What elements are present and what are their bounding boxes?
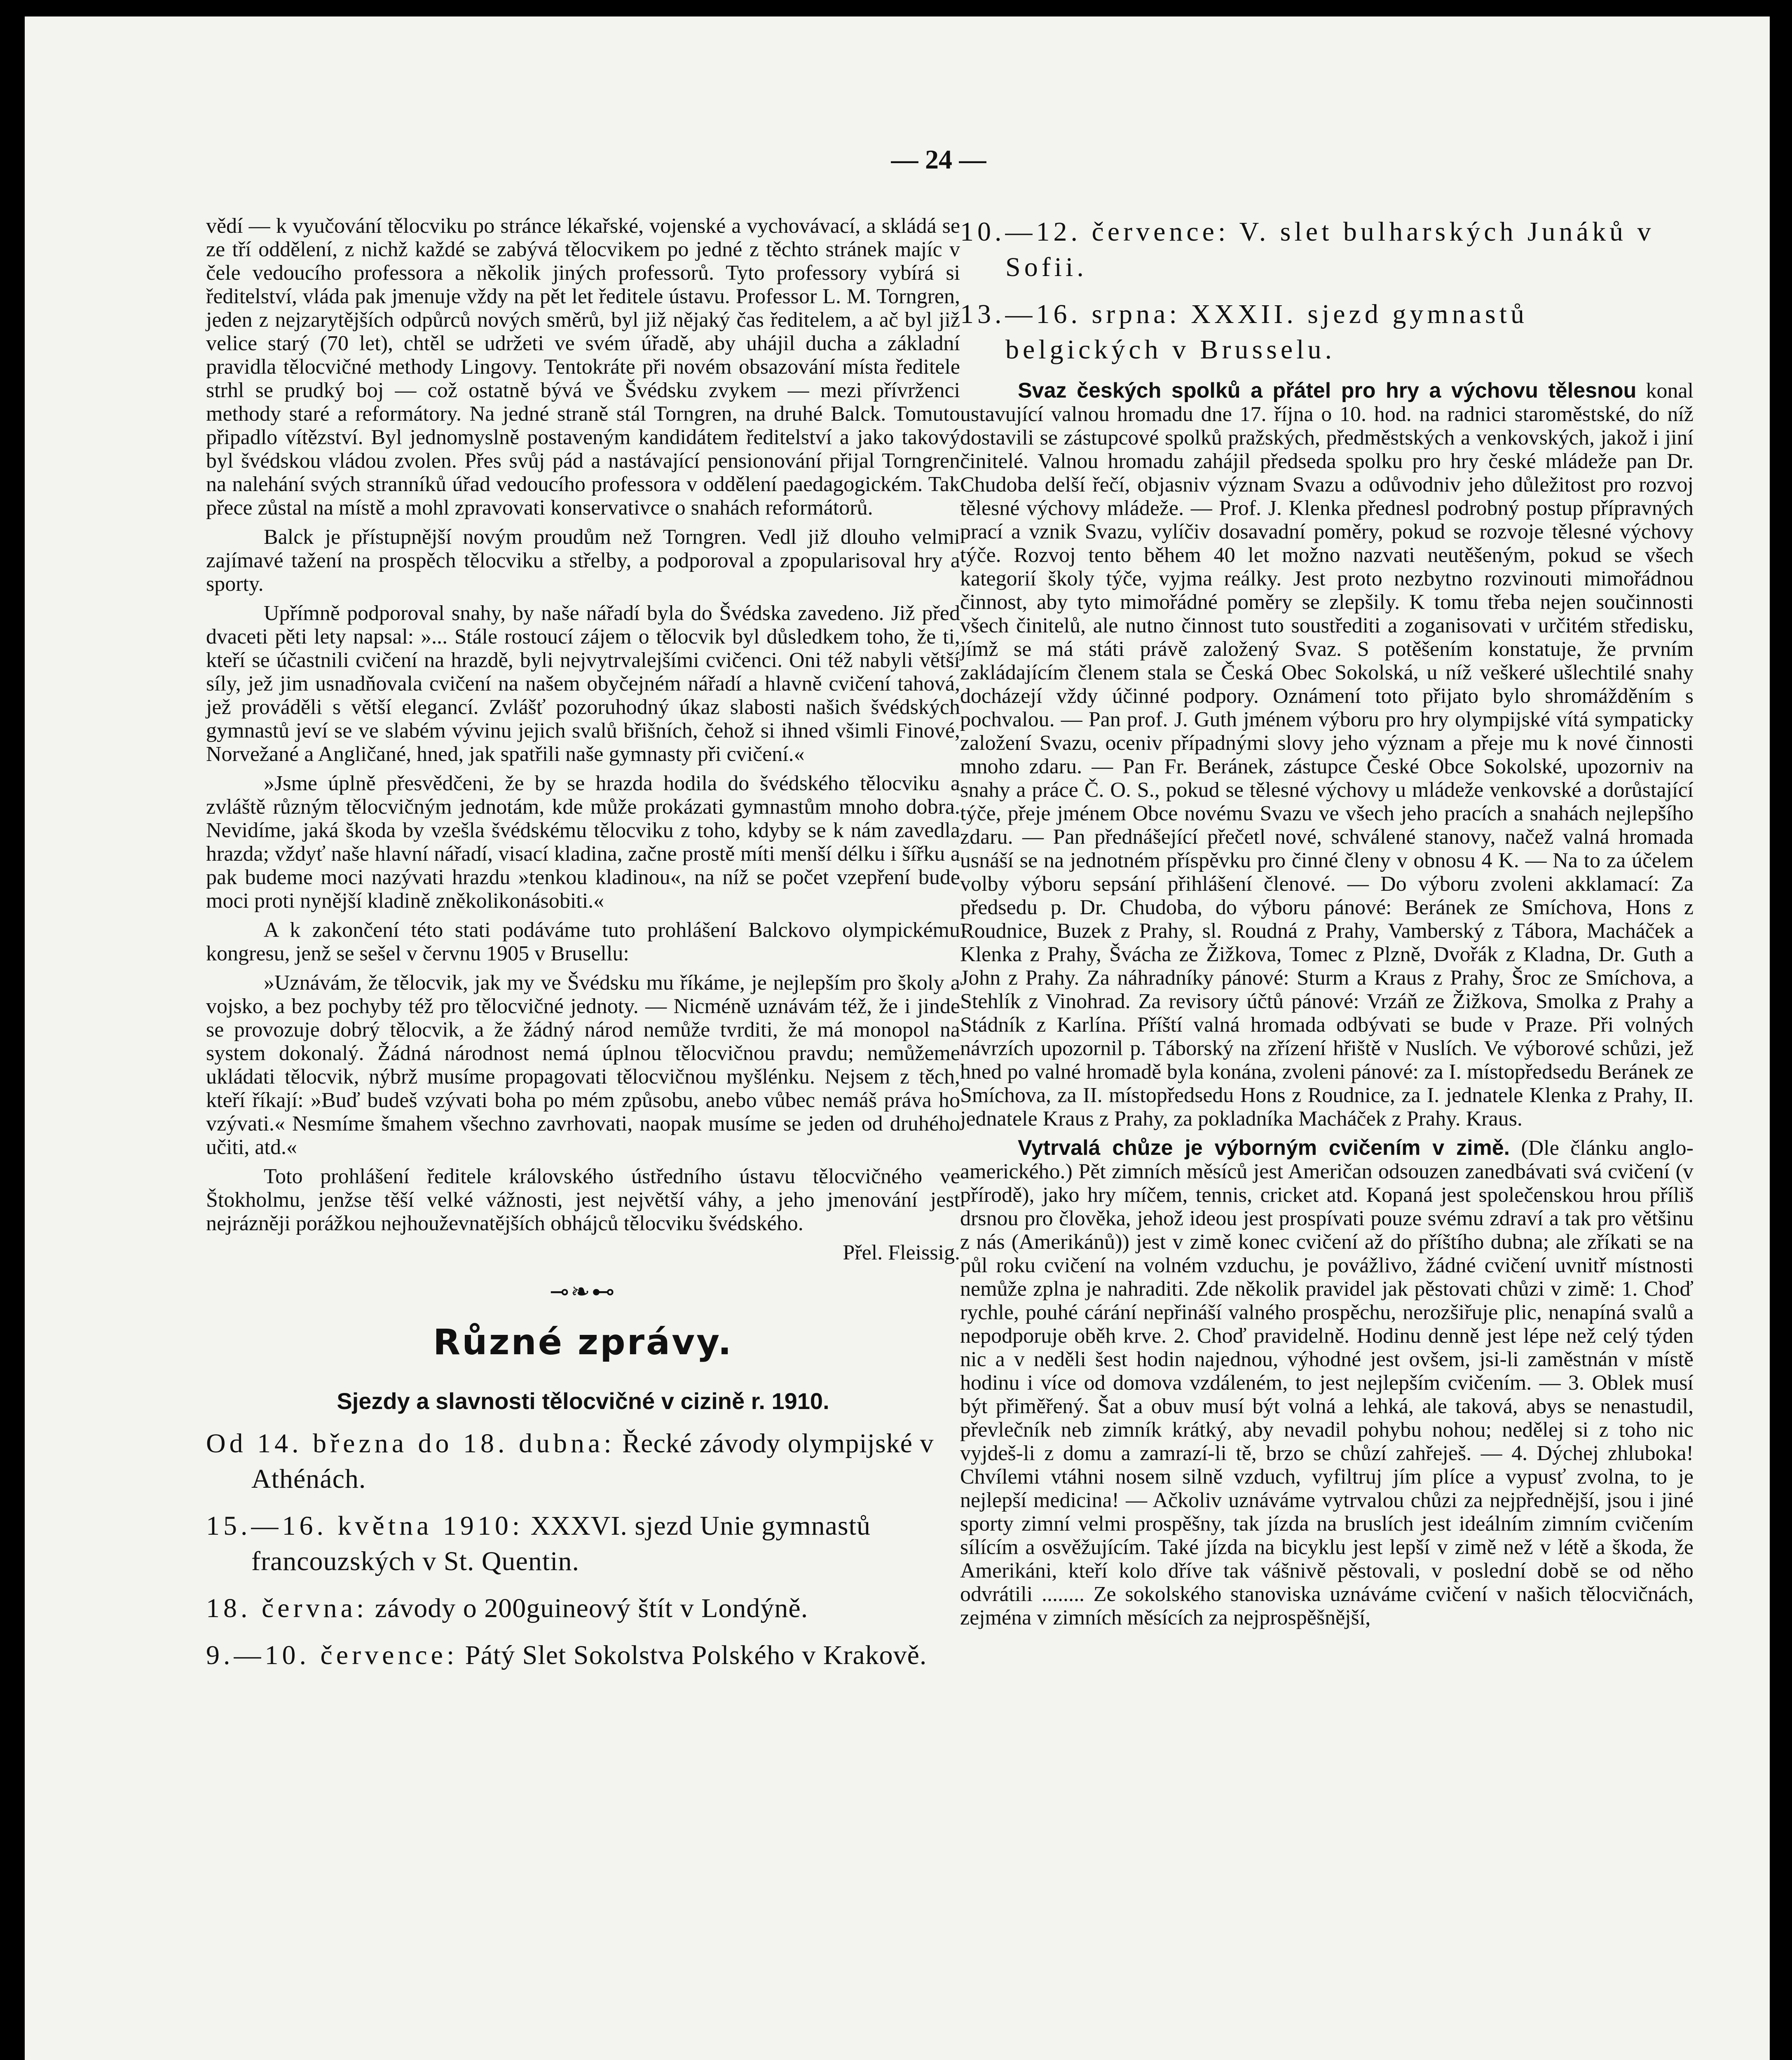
paragraph: »Uznávám, že tělocvik, jak my ve Švédsku mu říkáme, je nejlepším pro školy a vojsko, a bez pochyby též pro tělocvičné jednoty. — Nicméně uznávám též, že i jinde se provozuje dobrý tělocvik, a že žádný národ nemůže tvrditi, že má monopol na system dokonalý. Žádná národnost nemá úplnou tělocvičnou pravdu; nemůžeme ukládati tělocvik, nýbrž musíme propagovati tělocvičnou myšlénku. Nejsem z těch, kteří říkají: »Buď budeš vzývati boha po mém způsobu, anebo vůbec nemáš práva ho vzývati.« Nesmíme šmahem všechno zavrhovati, naopak musíme se jeden od druhého učiti, atd.« <box>206 971 960 1159</box>
paragraph: Upřímně podporoval snahy, by naše nářadí byla do Švédska zavedeno. Již před dvaceti pěti lety napsal: »... Stále rostoucí zájem o tělocvik byl důsledkem toho, že ti, kteří se účastnili cvičení na hrazdě, byli nejvytrvalejšími cvičenci. Oni též nabyli větší síly, jež jim usnadňovala cvičení na našem obyčejném nářadí a hlavně cvičení tahová, jež prováděli s větší elegancí. Zvlášť pozoruhodný úkaz slabosti našich švédských gymnastů jeví se ve slabém vývinu jejich svalů břišních, čehož si ihned všimli Finové, Norvežané a Angličané, hned, jak spatřili naše gymnasty při cvičení.« <box>206 602 960 766</box>
article-svaz <box>960 379 1694 1131</box>
left-column <box>206 214 960 1685</box>
event-text: Řecké závody olympijské v Athénách. <box>251 1428 934 1494</box>
newspaper-page <box>25 16 1770 2060</box>
event-date: 9.—10. července: <box>206 1640 458 1670</box>
subsection-title: Sjezdy a slavnosti tělocvičné v cizině r. 1910. <box>337 1388 829 1414</box>
page-number: — 24 — <box>891 145 986 175</box>
article-text: (Dle článku anglo-amerického.) Pět zimních měsíců jest Američan odsouzen zanedbávati svá cvičení (v přírodě), jako hry míčem, tennis, cricket atd. Kopaná jest společenskou hrou příliš drsnou pro člověka, jehož ideou jest prospívati pouze svému zdraví a tak pro většinu z nás (Amerikánů)) jest v zimě konec cvičení až do příštího dubna; ale zříkati se na půl roku cvičení na volném vzduchu, je povážlivo, žádné cvičení uvnitř místnosti nemůže zplna je nahraditi. Zde několik pravidel jak pěstovati chůzi v zimě: 1. Choď rychle, pouhé cárání nepřináší valného prospěchu, nerozšiřuje plic, nenapíná svalů a nepodporuje oběh krve. 2. Choď pravidelně. Hodinu denně jest lépe než celý týden nic a v neděli šest hodin najednou, výhodné jest ovšem, jsi-li zaměstnán v místě hodinu i více od domova vzdáleném, to jest nejlepším cvičením. — 3. Oblek musí být přiměřený. Šat a obuv musí být volná a lehká, ale taková, abys se nenastudil, převlečník neb zimník krátký, aby nevadil pohybu nohou; nedělej si z toho nic vyjdeš-li z domu a zamrazí-li tě, brzo se chůzí zahřeješ. — 4. Dýchej zhluboka! Chvílemi vtáhni nosem silně vzduch, vyfiltruj jím plíce a vypusť zvolna, to je nejlepší medicina! — Ačkoliv uznáváme vytrvalou chůzi za nejpřednější, jsou i jiné sporty zimní velmi prospěšny, tak jízda na bruslích jest ideálním zimním cvičením sílícím a osvěžujícím. Také jízda na bicyklu jest lepší v zimě než v létě a škoda, že Amerikáni, kteří kolo dříve tak vášnivě pěstovali, v poslední době se od něho odvrátili ........ Ze sokolského stanoviska uznáváme cvičení v našich tělocvičnách, zejména v zimních měsících za nejprospěšnější, <box>960 1136 1694 1629</box>
event-text: V. slet bulharských Junáků v Sofii. <box>1005 217 1655 282</box>
paragraph: vědí — k vyučování tělocviku po stránce lékařské, vojenské a vychovávací, a skládá se ze tří oddělení, z nichž každé se zabývá tělocvikem po jedné z těchto stránek majíc v čele vedoucího professora a několik jiných professorů. Tyto professory vybírá si ředitelství, vláda pak jmenuje vždy na pět let ředitele ústavu. Professor L. M. Torngren, jeden z nejzarytějších odpůrců nových směrů, byl již nějaký čas ředitelem, a ač byl již velice starý (70 let), chtěl se udržeti ve svém úřadě, aby uhájil ducha a základní pravidla tělocvičné methody Lingovy. Tentokráte při novém obsazování místa ředitele strhl se prudký boj — což ostatně bývá ve Švédsku zvykem — mezi přívrženci methody staré a reformátory. Na jedné straně stál Torngren, na druhé Balck. Tomuto připadlo vítězství. Byl jednomyslně postaveným kandidátem ředitelství a jako takový byl švédskou vládou zvolen. Přes svůj pád a nastávající pensionování přijal Torngren na nalehání svých stranníků úřad vedoucího professora v oddělení paedagogickém. Tak přece zůstal na místě a mohl zpravovati konservativce o snahách reformátorů. <box>206 214 960 520</box>
paragraph: Toto prohlášení ředitele královského ústředního ústavu tělocvičného ve Štokholmu, jenžse těší velké vážnosti, jest největší váhy, a jeho jmenování jest nejrázněji porážkou nejhouževnatějších obhájců tělocviku švédského. <box>206 1165 960 1235</box>
paragraph: A k zakončení této stati podáváme tuto prohlášení Balckovo olympickému kongresu, jenž se sešel v červnu 1905 v Brusellu: <box>206 918 960 965</box>
article-text: konal ustavující valnou hromadu dne 17. října o 10. hod. na radnici staroměstské, do níž dostavili se zástupcové spolků pražských, předměstských a venkovských, jakož i jiní činitelé. Valnou hromadu zahájil předseda spolku pro hry české mládeže pan Dr. Chudoba delší řečí, objasniv význam Svazu a odůvodniv jeho důležitost pro rozvoj tělesné výchovy mládeže. — Prof. J. Klenka přednesl podrobný postup přípravných prací a vznik Svazu, vylíčiv dosavadní poměry, pokud se rozvoje tělesné výchovy týče. Rozvoj tento během 40 let možno nazvati neutěšeným, pokud se všech kategorií školy týče, vyjma reálky. Jest proto nezbytno rozvinouti mimořádnou činnost, aby tyto mimořádné poměry se zlepšily. K tomu třeba nejen součinnosti všech činitelů, ale nutno činnost tuto soustřediti a zoganisovati v určitém středisku, jímž se má státi právě založený Svaz. S potěšením konstatuje, že prvním zakládajícím členem stala se Česká Obec Sokolská, u níž veškeré ušlechtilé snahy docházejí vždy účinné podpory. Oznámení toto přijato bylo shromážděním s pochvalou. — Pan prof. J. Guth jménem výboru pro hry olympijské vítá sympaticky založení Svazu, oceniv případnými slovy jeho význam a přeje mu k nové činnosti mnoho zdaru. — Pan Fr. Beránek, zástupce České Obce Sokolské, upozorniv na snahy a práce Č. O. S., pokud se tělesné výchovy u mládeže venkovské a dorůstající týče, přeje jménem Obce novému Svazu ve všech jeho pracích a snahách nejlepšího zdaru. — Pan přednášející přečetl nové, schválené stanovy, načež valná hromada usnáší se na jednotném příspěvku pro činné členy v obnosu 4 K. — Na to za účelem volby výboru sepsání přihlášení členové. — Do výboru zvoleni akklamací: Za předsedu p. Dr. Chudoba, do výboru pánové: Beránek ze Smíchova, Hons z Roudnice, Buzek z Prahy, sl. Roudná z Prahy, Vamberský z Tábora, Macháček a Klenka z Prahy, Švácha ze Žižkova, Tomec z Plzně, Dvořák z Kladna, Dr. Guth a John z Prahy. Za náhradníky pánové: Sturm a Kraus z Prahy, Šroc ze Smíchova, a Stehlík z Vinohrad. Za revisory účtů pánové: Vrzáň ze Žižkova, Smolka z Prahy a Stádník z Karlína. Příští valná hromada odbývati se bude v Praze. Při volných návrzích upozornil p. Táborský na zřízení hřiště v Nuslích. Ve výborové schůzi, jež hned po valné hromadě byla konána, zvoleni pánové: za I. místopředsedu Beránek ze Smíchova, za II. místopředsedu Hons z Roudnice, za I. jednatele Klenka z Prahy, II. jednatele Kraus z Prahy, za pokladníka Macháček z Prahy. <box>960 379 1694 1131</box>
event-item <box>960 214 1694 285</box>
paragraph: Balck je přístupnější novým proudům než Torngren. Vedl již dlouho velmi zajímavé tažení na prospěch tělocviku a střelby, a podporoval a zpopularisoval hry a sporty. <box>206 525 960 596</box>
event-text: XXXII. sjezd gymnastů belgických v Brusselu. <box>1005 299 1528 365</box>
article-author: Kraus. <box>1466 1107 1523 1131</box>
translator-signature: Přel. Fleissig. <box>843 1241 960 1264</box>
event-date: Od 14. března do 18. dubna: <box>206 1428 615 1458</box>
event-item <box>960 297 1694 368</box>
event-date: 13.—16. srpna: <box>960 299 1181 329</box>
event-date: 18. června: <box>206 1593 368 1623</box>
event-item <box>206 1591 960 1626</box>
article-chuze <box>960 1136 1694 1629</box>
ornament-divider: ⊸❧⊷ <box>550 1279 616 1305</box>
event-date: 10.—12. července: <box>960 217 1230 247</box>
event-text: Pátý Slet Sokolstva Polského v Krakově. <box>458 1640 927 1670</box>
event-item <box>206 1508 960 1579</box>
event-date: 15.—16. května 1910: <box>206 1511 524 1541</box>
article-lead: Svaz českých spolků a přátel pro hry a výchovu tělesnou <box>1018 379 1637 403</box>
paragraph: »Jsme úplně přesvědčeni, že by se hrazda hodila do švédského tělocviku a zvláště různým tělocvičným jednotám, kde může prokázati gymnastům mnoho dobra. Nevidíme, jaká škoda by vzešla švédskému tělocviku z toho, kdyby se k nám zavedla hrazda; vždyť naše hlavní nářadí, visací kladina, začne prostě míti menší délku i šířku a pak budeme moci nazývati hrazdu »tenkou kladinou«, na níž se počet vzepření bude moci proti nynější kladině zněkolikonásobiti.« <box>206 772 960 913</box>
event-item <box>206 1426 960 1497</box>
article-lead: Vytrvalá chůze je výborným cvičením v zimě. <box>1018 1136 1510 1160</box>
right-column <box>960 214 1694 1635</box>
event-item <box>206 1638 960 1673</box>
event-text: XXXVI. sjezd Unie gymnastů francouzských v St. Quentin. <box>251 1511 871 1576</box>
event-text: závody o 200guineový štít v Londýně. <box>368 1593 808 1623</box>
section-title: Různé zprávy. <box>433 1322 733 1363</box>
